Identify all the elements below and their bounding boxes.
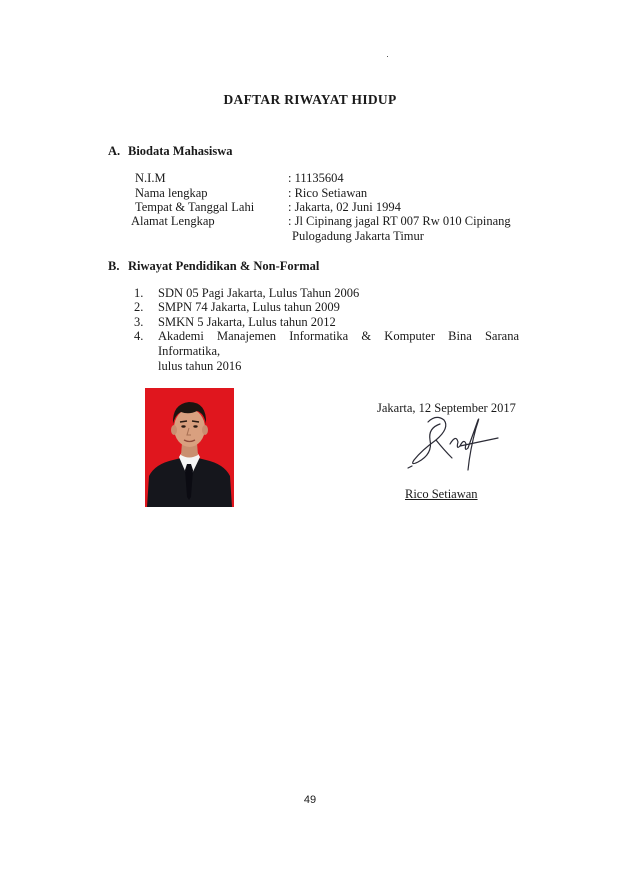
portrait-illustration <box>145 388 234 507</box>
list-item-number: 3. <box>134 315 144 329</box>
section-b-title: Riwayat Pendidikan & Non-Formal <box>128 259 320 273</box>
page-number: 49 <box>303 794 317 806</box>
signature-place-date: Jakarta, 12 September 2017 <box>377 401 516 415</box>
list-item-text-cont: Informatika, <box>158 344 221 358</box>
value-nim: : 11135604 <box>288 171 344 185</box>
section-a-heading <box>108 144 233 159</box>
profile-photo <box>145 388 234 507</box>
page-title: DAFTAR RIWAYAT HIDUP <box>223 92 397 107</box>
value-ttl: : Jakarta, 02 Juni 1994 <box>288 200 401 214</box>
label-nama: Nama lengkap <box>135 186 208 200</box>
label-alamat: Alamat Lengkap <box>131 214 215 228</box>
value-alamat: : Jl Cipinang jagal RT 007 Rw 010 Cipinang <box>288 214 511 228</box>
label-ttl: Tempat & Tanggal Lahi <box>135 200 255 214</box>
list-item-text: Akademi Manajemen Informatika & Komputer Bina Sarana <box>158 329 519 343</box>
section-a-letter: A. <box>108 144 121 158</box>
handwritten-signature <box>398 410 508 476</box>
section-b-heading <box>108 259 319 274</box>
list-item-text: SMKN 5 Jakarta, Lulus tahun 2012 <box>158 315 336 329</box>
section-a-title: Biodata Mahasiswa <box>128 144 233 158</box>
list-item-text-cont: lulus tahun 2016 <box>158 359 242 373</box>
list-item-number: 1. <box>134 286 144 300</box>
scan-speck <box>387 56 388 57</box>
list-item-text: SMPN 74 Jakarta, Lulus tahun 2009 <box>158 300 340 314</box>
signature-name: Rico Setiawan <box>405 487 478 501</box>
list-item-number: 4. <box>134 329 144 343</box>
list-item-text: SDN 05 Pagi Jakarta, Lulus Tahun 2006 <box>158 286 360 300</box>
value-alamat-cont: Pulogadung Jakarta Timur <box>292 229 424 243</box>
list-item-number: 2. <box>134 300 144 314</box>
value-nama: : Rico Setiawan <box>288 186 368 200</box>
section-b-letter: B. <box>108 259 120 273</box>
label-nim: N.I.M <box>135 171 166 185</box>
